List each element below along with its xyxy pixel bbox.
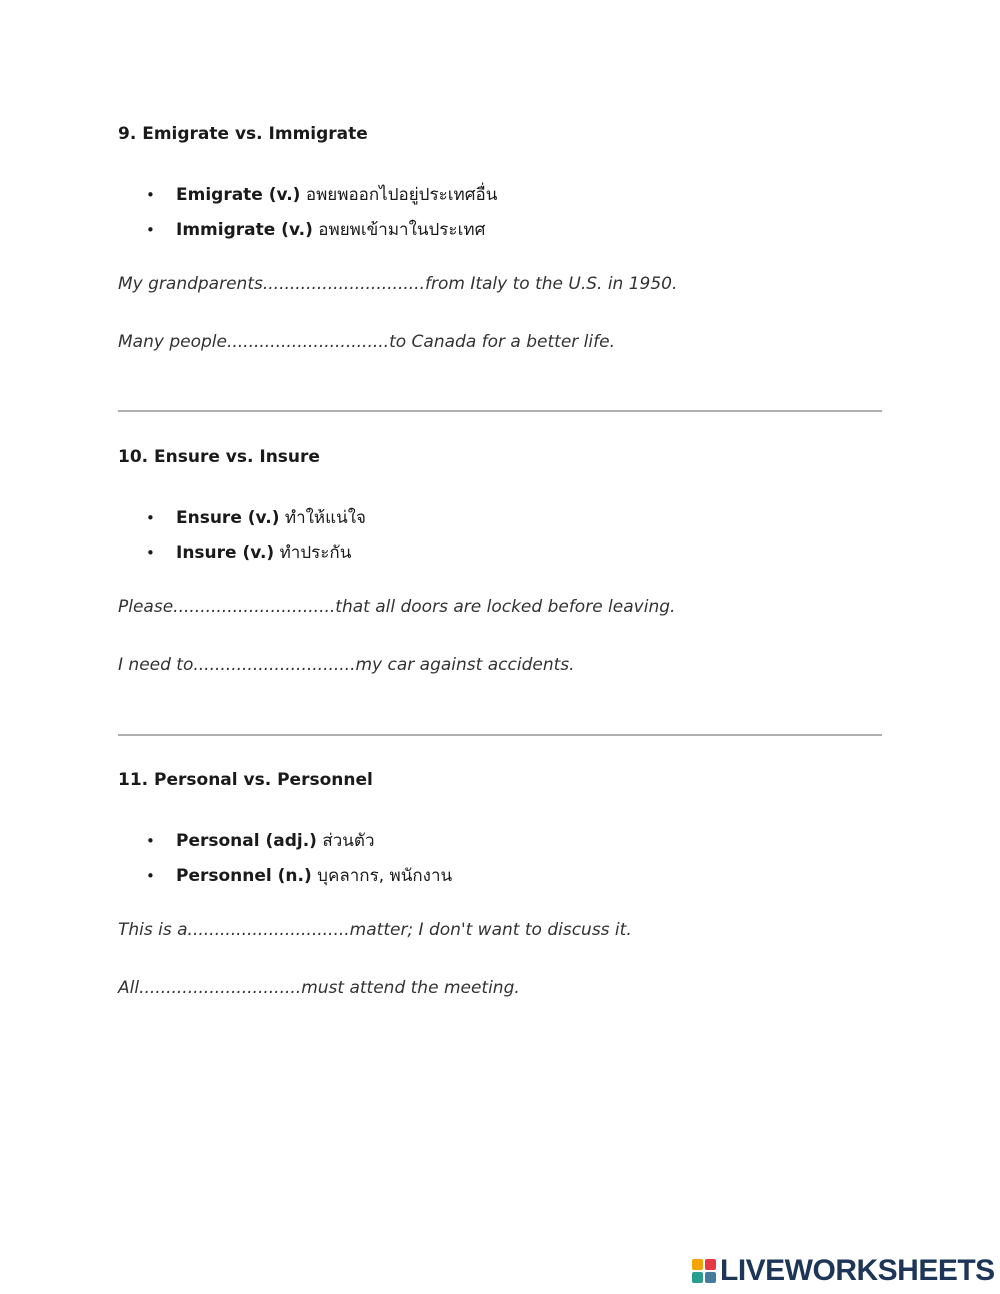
definition-item [146,504,366,531]
term: Emigrate (v.) [176,185,301,205]
term: Personal (adj.) [176,831,317,851]
sentence-end: matter; I don't want to discuss it. [349,920,632,940]
sentence-start: My grandparents [118,274,263,294]
term: Insure (v.) [176,543,275,563]
blank-input[interactable]: .............................. [187,920,350,940]
exercise-sentence [118,274,677,294]
meaning: อพยพออกไปอยู่ประเทศอื่น [300,185,498,205]
sentence-start: All [118,978,140,998]
sentence-end: my car against accidents. [355,655,575,675]
definition-item [146,539,351,566]
exercise-sentence [118,978,520,998]
term: Ensure (v.) [176,508,280,528]
logo-mark-icon [692,1259,716,1283]
logo-text: LIVEWORKSHEETS [720,1254,995,1287]
logo-square [705,1272,716,1283]
definition-item [146,827,375,854]
bullet-icon: • [146,867,155,885]
bullet-icon: • [146,832,155,850]
logo-square [692,1259,703,1270]
sentence-end: to Canada for a better life. [389,332,615,352]
meaning: อพยพเข้ามาในประเทศ [312,220,486,240]
meaning: ส่วนตัว [316,831,375,851]
sentence-end: must attend the meeting. [301,978,520,998]
sentence-start: Please [118,597,174,617]
section-divider [118,734,882,736]
exercise-sentence [118,920,632,940]
sentence-start: This is a [118,920,188,940]
logo-square [705,1259,716,1270]
exercise-sentence [118,332,615,352]
section-divider [118,410,882,412]
section-title: 11. Personal vs. Personnel [118,770,373,790]
bullet-icon: • [146,221,155,239]
blank-input[interactable]: .............................. [262,274,425,294]
exercise-sentence [118,655,575,675]
blank-input[interactable]: .............................. [226,332,390,352]
logo-square [692,1272,703,1283]
exercise-sentence [118,597,675,617]
blank-input[interactable]: .............................. [193,655,356,675]
sentence-end: that all doors are locked before leaving. [335,597,676,617]
blank-input[interactable]: .............................. [139,978,302,998]
bullet-icon: • [146,186,155,204]
definition-item [146,216,485,243]
section-title: 9. Emigrate vs. Immigrate [118,124,368,144]
definition-item [146,862,452,889]
definition-item [146,181,497,208]
blank-input[interactable]: .............................. [173,597,336,617]
bullet-icon: • [146,509,155,527]
section-title: 10. Ensure vs. Insure [118,447,320,467]
meaning: ทำให้แน่ใจ [279,508,366,528]
meaning: ทำประกัน [274,543,352,563]
term: Immigrate (v.) [176,220,313,240]
meaning: บุคลากร, พนักงาน [311,866,453,886]
bullet-icon: • [146,544,155,562]
term: Personnel (n.) [176,866,312,886]
sentence-end: from Italy to the U.S. in 1950. [424,274,678,294]
liveworksheets-logo [692,1254,995,1288]
sentence-start: I need to [118,655,194,675]
sentence-start: Many people [118,332,227,352]
